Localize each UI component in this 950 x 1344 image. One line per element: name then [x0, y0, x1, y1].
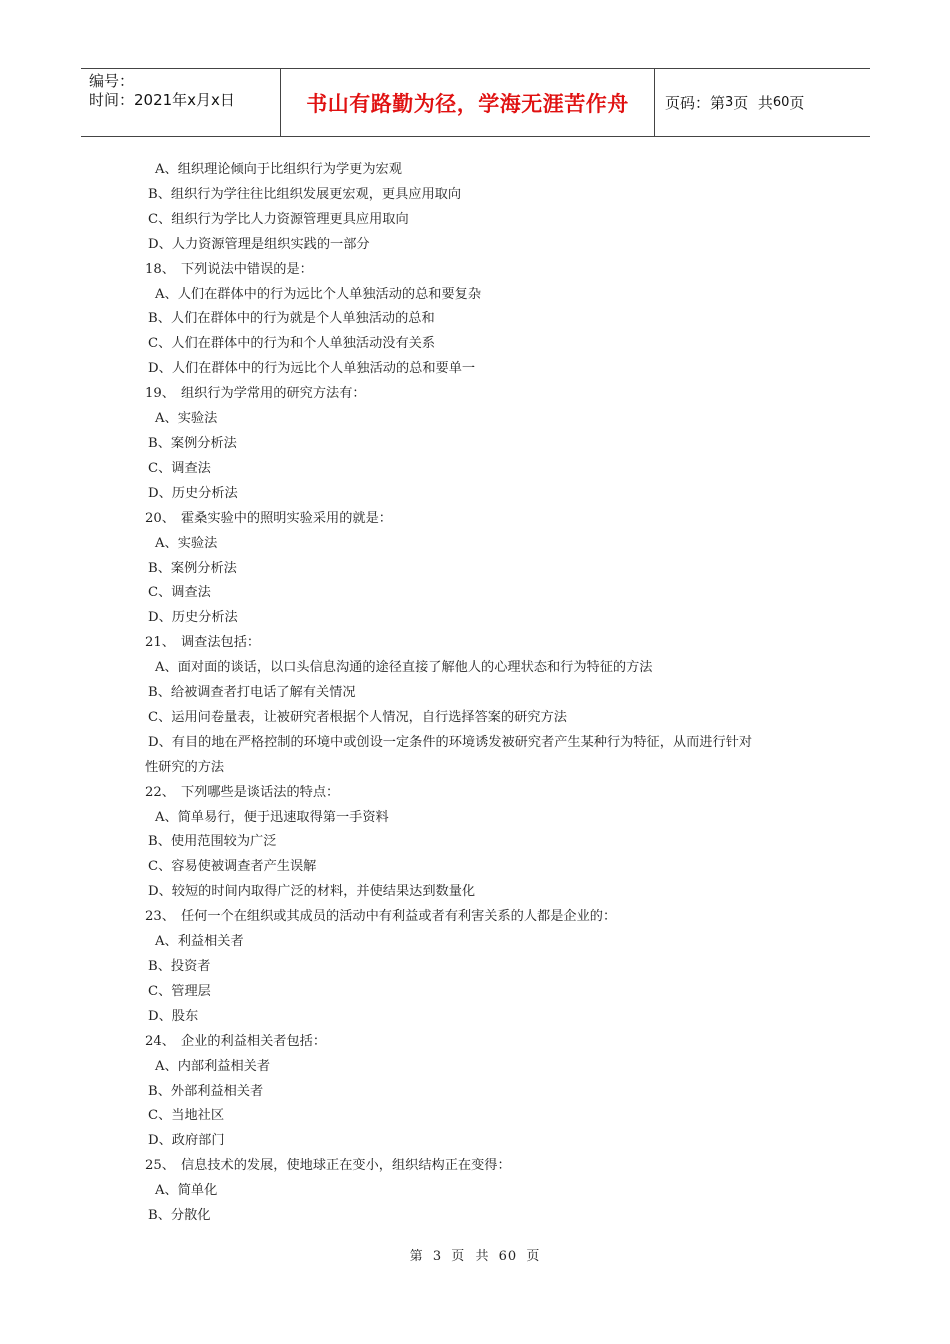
option-line: D、人力资源管理是组织实践的一部分: [148, 236, 370, 252]
document-time-label: 时间：2021年x月x日: [89, 91, 235, 109]
option-line: C、组织行为学比人力资源管理更具应用取向: [148, 211, 409, 227]
header-page-prefix: 页码：第: [665, 94, 726, 112]
footer-prefix: 第: [409, 1249, 424, 1264]
option-line: D、历史分析法: [148, 610, 238, 626]
option-line: C、调查法: [148, 585, 211, 601]
question-text: 调查法包括：: [181, 635, 261, 651]
option-line: A、实验法: [155, 535, 218, 551]
question-number: 21、: [145, 635, 175, 651]
document-number-label: 编号：: [89, 72, 135, 90]
document-header: [81, 68, 870, 137]
page-footer: [0, 1245, 950, 1264]
option-line: D、历史分析法: [148, 485, 238, 501]
header-page-suffix: 页: [789, 94, 805, 112]
option-line: C、人们在群体中的行为和个人单独活动没有关系: [148, 336, 436, 352]
footer-page-current: 3: [432, 1249, 443, 1264]
option-line: C、调查法: [148, 460, 211, 476]
question-number: 19、: [145, 386, 175, 402]
question-number: 18、: [145, 261, 175, 277]
option-line: B、人们在群体中的行为就是个人单独活动的总和: [148, 311, 435, 327]
footer-page-total: 60: [498, 1249, 518, 1264]
header-page-total: 60: [772, 95, 790, 110]
option-line: C、当地社区: [148, 1108, 225, 1124]
question-number: 23、: [145, 909, 175, 925]
option-line: C、管理层: [148, 983, 211, 999]
question-line: [145, 507, 825, 532]
option-line: B、使用范围较为广泛: [148, 834, 277, 850]
option-line: D、较短的时间内取得广泛的材料，并使结果达到数量化: [148, 884, 476, 900]
option-line: D、人们在群体中的行为远比个人单独活动的总和要单一: [148, 361, 476, 377]
question-number: 20、: [145, 510, 175, 526]
question-text: 下列说法中错误的是：: [181, 261, 313, 277]
header-page-indicator: [655, 69, 870, 136]
option-continuation: 性研究的方法: [145, 759, 225, 775]
question-text: 信息技术的发展，使地球正在变小，组织结构正在变得：: [181, 1158, 511, 1174]
question-text: 组织行为学常用的研究方法有：: [181, 386, 366, 402]
option-line: B、给被调查者打电话了解有关情况: [148, 685, 356, 701]
header-motto: 书山有路勤为径，学海无涯苦作舟: [281, 69, 655, 136]
question-text: 企业的利益相关者包括：: [181, 1033, 327, 1049]
option-line: B、投资者: [148, 959, 211, 974]
header-page-mid: 页 共: [733, 94, 773, 112]
question-line: [145, 1154, 825, 1179]
option-line: B、组织行为学往往比组织发展更宏观，更具应用取向: [148, 186, 462, 202]
option-line: A、组织理论倾向于比组织行为学更为宏观: [155, 162, 402, 177]
question-line: [145, 382, 825, 407]
header-page-current: 3: [725, 95, 734, 110]
option-line: A、内部利益相关者: [155, 1058, 271, 1074]
question-text: 下列哪些是谈话法的特点：: [181, 784, 340, 800]
option-line: B、案例分析法: [148, 560, 237, 576]
option-line: A、人们在群体中的行为远比个人单独活动的总和要复杂: [155, 286, 482, 302]
option-line: D、股东: [148, 1008, 199, 1024]
question-text: 任何一个在组织或其成员的活动中有利益或者有利害关系的人都是企业的：: [181, 909, 617, 925]
option-line: C、运用问卷量表，让被研究者根据个人情况，自行选择答案的研究方法: [148, 709, 567, 725]
option-line: D、政府部门: [148, 1133, 225, 1149]
option-line: A、简单化: [155, 1183, 218, 1199]
question-line: [145, 781, 825, 806]
option-line: A、利益相关者: [155, 934, 244, 950]
option-line: A、面对面的谈话，以口头信息沟通的途径直接了解他人的心理状态和行为特征的方法: [155, 660, 653, 676]
question-text: 霍桑实验中的照明实验采用的就是：: [181, 510, 392, 526]
option-line: B、分散化: [148, 1208, 211, 1224]
question-line: [145, 631, 825, 656]
question-line: [145, 258, 825, 283]
question-number: 24、: [145, 1033, 175, 1049]
option-line: B、案例分析法: [148, 435, 237, 451]
header-meta: [81, 69, 281, 136]
question-line: [145, 1030, 825, 1055]
footer-mid: 页 共: [451, 1249, 490, 1264]
question-number: 22、: [145, 784, 175, 800]
option-line: B、外部利益相关者: [148, 1083, 264, 1099]
option-line: C、容易使被调查者产生误解: [148, 859, 317, 875]
option-line: D、有目的地在严格控制的环境中或创设一定条件的环境诱发被研究者产生某种行为特征，从而进行针对: [148, 734, 753, 750]
question-line: [145, 905, 825, 930]
question-list: [145, 158, 825, 1229]
question-number: 25、: [145, 1158, 175, 1174]
option-line: A、简单易行，便于迅速取得第一手资料: [155, 809, 389, 825]
option-line: A、实验法: [155, 411, 218, 427]
footer-suffix: 页: [526, 1249, 541, 1264]
